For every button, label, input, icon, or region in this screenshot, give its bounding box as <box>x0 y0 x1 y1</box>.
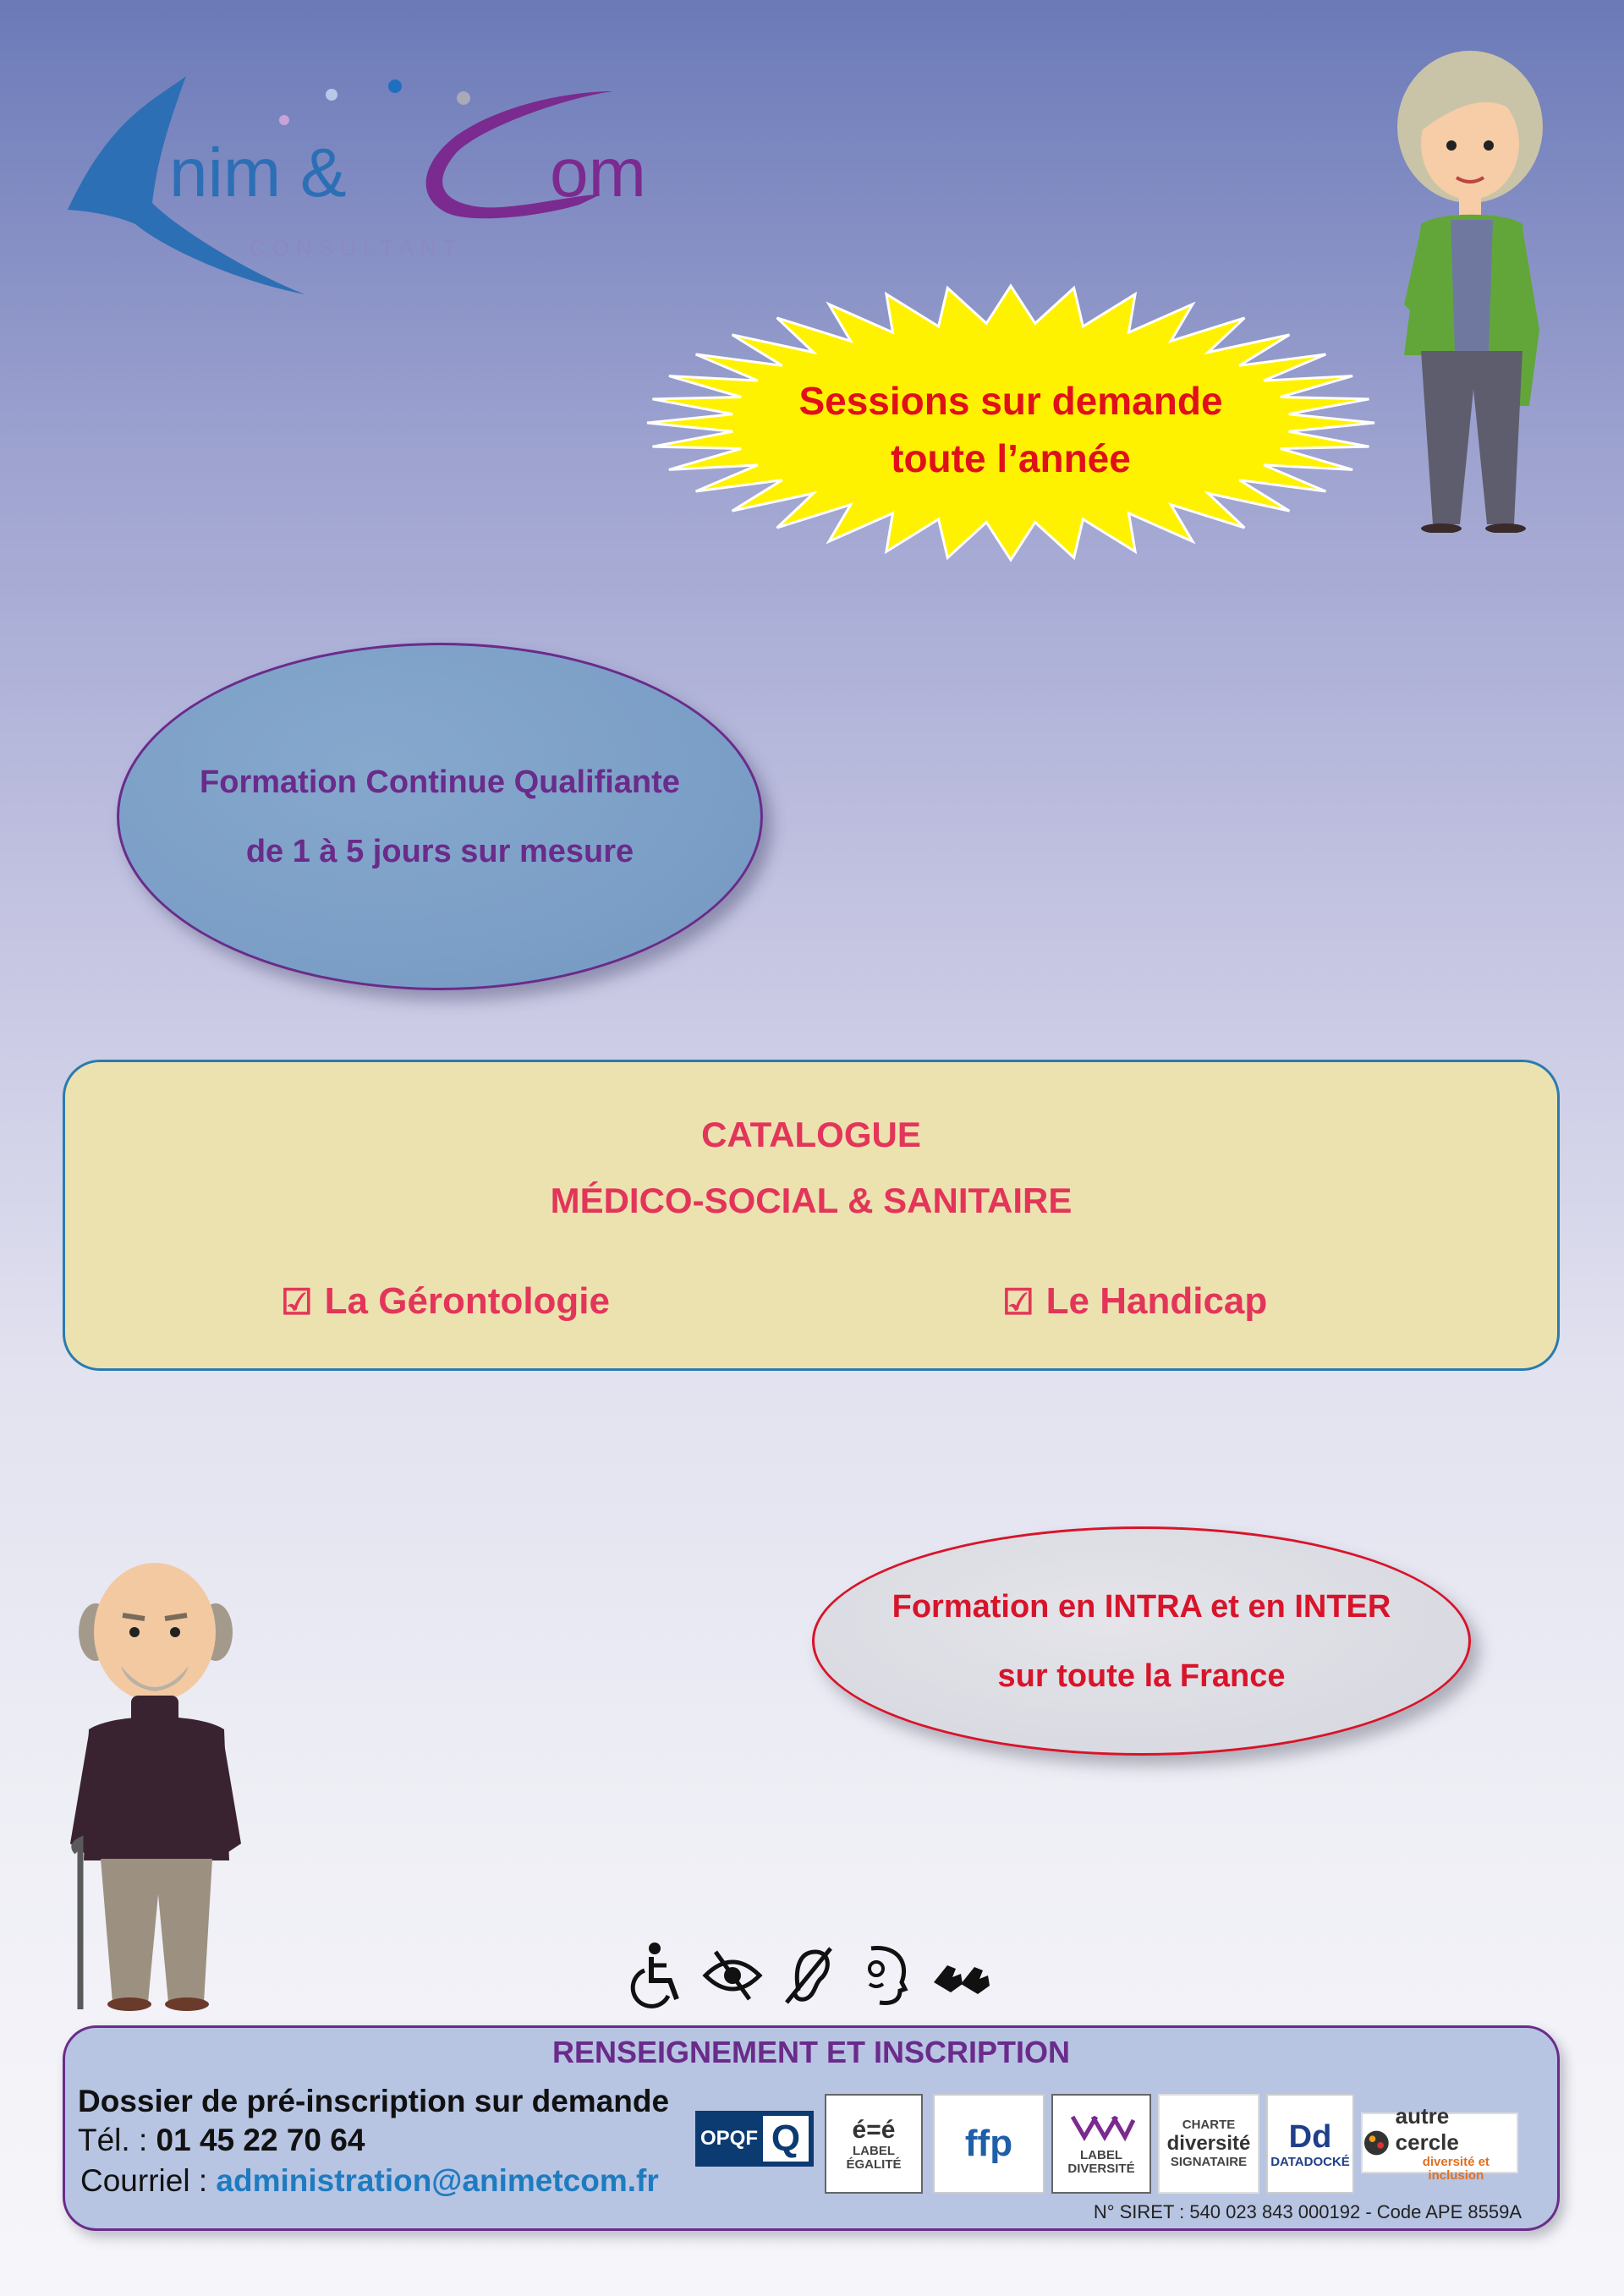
phone-number[interactable]: 01 45 22 70 64 <box>156 2123 365 2157</box>
formation-intra-inter-ellipse <box>812 1526 1471 1756</box>
datadock-mark: Dd <box>1288 2118 1332 2155</box>
sessions-callout <box>744 372 1277 487</box>
catalogue-subtitle: MÉDICO-SOCIAL & SANITAIRE <box>550 1181 1073 1220</box>
logo-text-2: om <box>550 134 646 211</box>
ffp-logo <box>933 2094 1045 2194</box>
mental-disability-icon <box>854 1940 915 2009</box>
footer-info-box <box>63 2025 1560 2231</box>
catalogue-item-gerontologie <box>281 1280 610 1323</box>
footer-title: RENSEIGNEMENT ET INSCRIPTION <box>551 2035 1071 2069</box>
opqf-text: OPQF <box>700 2127 758 2150</box>
burst-line-1: Sessions sur demande <box>798 379 1223 423</box>
catalogue-box <box>63 1060 1560 1371</box>
email-line <box>80 2163 659 2199</box>
blue-ellipse-line-2: de 1 à 5 jours sur mesure <box>245 833 634 869</box>
charte-line-3: SIGNATAIRE <box>1170 2155 1248 2169</box>
catalogue-item-label: La Gérontologie <box>324 1280 611 1322</box>
burst-line-2: toute l’année <box>891 436 1131 480</box>
sign-language-icon <box>930 1940 991 2009</box>
siret-text: N° SIRET : 540 023 843 000192 - Code APE 8559A <box>1093 2201 1522 2222</box>
charte-diversite-logo <box>1158 2094 1259 2194</box>
anim-com-logo <box>59 68 668 304</box>
formation-continue-ellipse <box>117 643 763 990</box>
diversite-figures-icon <box>1067 2112 1135 2149</box>
charte-line-2: diversité <box>1166 2132 1251 2155</box>
email-link[interactable]: administration@animetcom.fr <box>216 2163 659 2198</box>
checkbox-icon: ☑ <box>1002 1281 1034 1322</box>
logo-subtitle: CONSULTANT <box>250 235 464 260</box>
hearing-impairment-icon <box>778 1940 839 2009</box>
email-label: Courriel : <box>80 2163 217 2198</box>
wheelchair-icon <box>626 1940 687 2009</box>
datadock-logo <box>1266 2094 1354 2194</box>
ffp-mark: ffp <box>964 2123 1013 2164</box>
catalogue-title: CATALOGUE <box>701 1115 921 1154</box>
autre-cercle-logo <box>1361 2103 1518 2183</box>
datadock-label: DATADOCKÉ <box>1270 2154 1350 2169</box>
egalite-label: LABEL ÉGALITÉ <box>846 2144 902 2172</box>
elderly-man-illustration <box>63 1539 245 2013</box>
opqf-q: Q <box>763 2116 809 2162</box>
phone-line <box>78 2123 365 2158</box>
dossier-text: Dossier de pré-inscription sur demande <box>78 2084 670 2118</box>
diversite-label: LABEL DIVERSITÉ <box>1067 2148 1135 2176</box>
catalogue-item-label: Le Handicap <box>1045 1280 1268 1322</box>
egalite-mark: é=é <box>852 2116 896 2144</box>
accessibility-icons <box>626 1937 1007 2013</box>
autre-cercle-name: autre cercle <box>1395 2103 1459 2155</box>
woman-illustration <box>1387 51 1556 533</box>
label-diversite-logo <box>1051 2094 1151 2194</box>
logo-text: nim & <box>169 134 347 211</box>
catalogue-item-handicap <box>1002 1280 1267 1323</box>
phone-label: Tél. : <box>78 2123 156 2157</box>
grey-ellipse-line-2: sur toute la France <box>997 1658 1286 1694</box>
autre-cercle-tagline: diversité et inclusion <box>1422 2155 1490 2183</box>
blue-ellipse-line-1: Formation Continue Qualifiante <box>200 764 680 800</box>
label-egalite-logo <box>825 2094 923 2194</box>
grey-ellipse-line-1: Formation en INTRA et en INTER <box>892 1588 1391 1625</box>
opqf-logo <box>695 2111 814 2167</box>
checkbox-icon: ☑ <box>281 1281 313 1322</box>
charte-line-1: CHARTE <box>1182 2118 1236 2132</box>
visual-impairment-icon <box>702 1940 763 2009</box>
autre-cercle-circle-icon <box>1363 2129 1391 2157</box>
